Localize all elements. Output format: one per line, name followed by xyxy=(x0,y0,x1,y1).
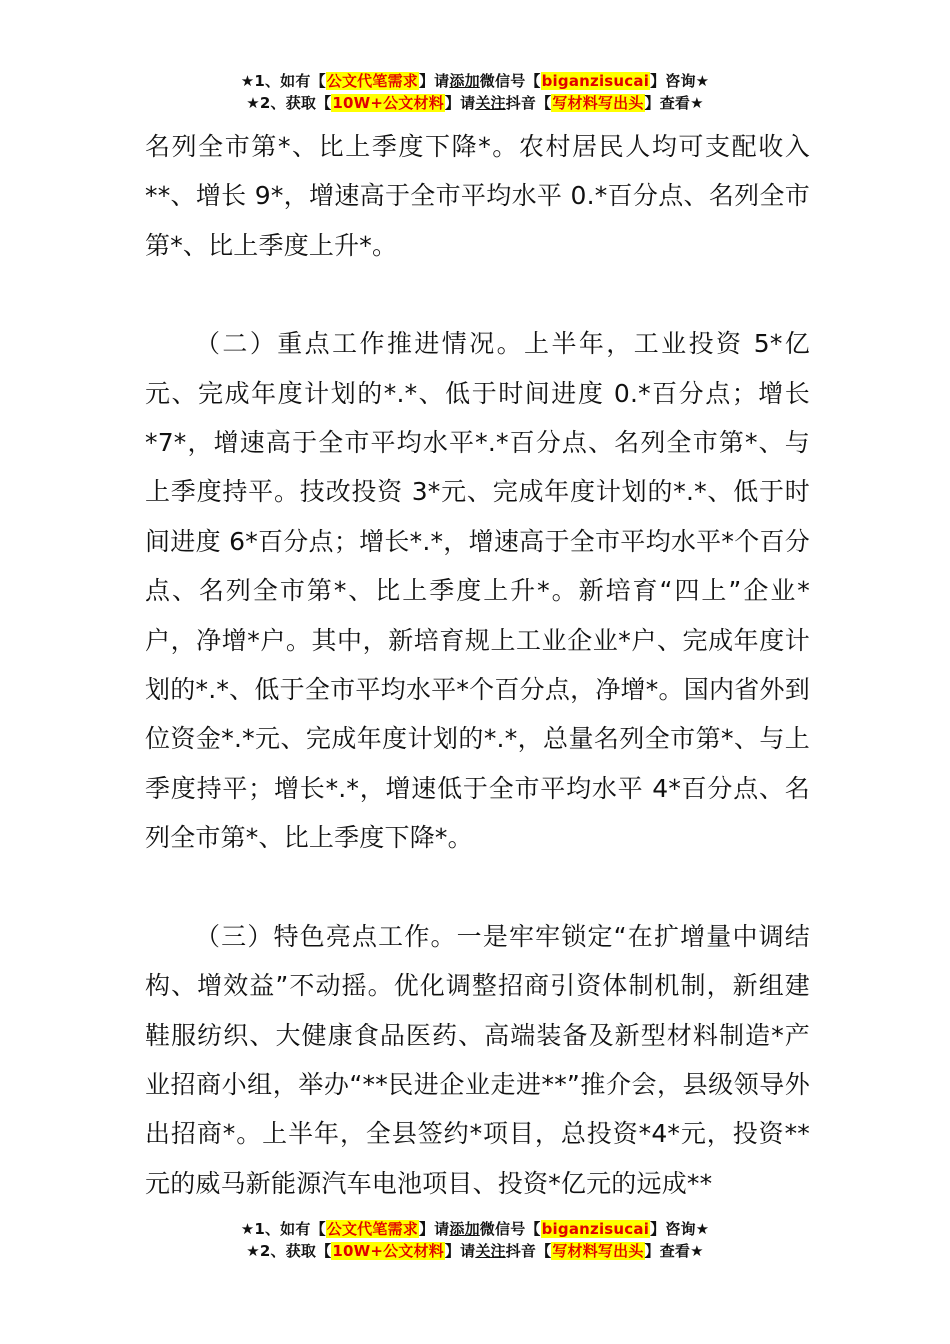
banner-text: ★1、如有【 xyxy=(240,72,326,90)
banner-highlight: 公文代笔需求 xyxy=(326,1220,418,1238)
paragraph-highlights: （三）特色亮点工作。一是牢牢锁定“在扩增量中调结构、增效益”不动摇。优化调整招商引资体制机制，新组建鞋服纺织、大健康食品医药、高端装备及新型材料制造*产业招商小组，举办“**民进企业走进**”推介会，县级领导外出招商*。上半年，全县签约*项目，总投资*4*元，投资**元的威马新能源汽车电池项目、投资*亿元的远成** xyxy=(145,921,810,1198)
banner-text: 微信号【 xyxy=(479,72,541,90)
banner-highlight: 写材料写出头 xyxy=(552,1242,644,1260)
banner-text: ★2、获取【 xyxy=(246,1242,332,1260)
banner-text: ★1、如有【 xyxy=(240,1220,326,1238)
banner-line-1 xyxy=(0,1218,950,1240)
banner-highlight: biganzisucai xyxy=(541,1220,650,1238)
banner-highlight: biganzisucai xyxy=(541,72,650,90)
banner-line-1 xyxy=(0,70,950,92)
banner-underlined-text: 添加 xyxy=(449,1220,480,1238)
banner-text: 】查看★ xyxy=(644,94,704,112)
banner-text: 】请 xyxy=(444,1242,476,1260)
banner-highlight: 公文代笔需求 xyxy=(326,72,418,90)
paragraph-key-work: （二）重点工作推进情况。上半年，工业投资 5*亿元、完成年度计划的*.*、低于时间进度 0.*百分点；增长*7*，增速高于全市平均水平*.*百分点、名列全市第*、与上季度持平。技改投资 3*元、完成年度计划的*.*、低于时间进度 6*百分点；增长*.*，增速高于全市平均水平*个百分点、名列全市第*、比上季度上升*。新培育“四上”企业*户，净增*户。其中，新培育规上工业企业*户、完成年度计划的*.*、低于全市平均水平*个百分点，净增*。国内省外到位资金*.*元、完成年度计划的*.*，总量名列全市第*、与上季度持平；增长*.*，增速低于全市平均水平 4*百分点、名列全市第*、比上季度下降*。 xyxy=(145,329,810,853)
banner-text: 】查看★ xyxy=(644,1242,704,1260)
banner-text: 抖音【 xyxy=(505,1242,552,1260)
banner-text: 】请 xyxy=(418,1220,450,1238)
footer-banner xyxy=(0,1218,950,1262)
document-body xyxy=(145,122,810,1208)
banner-line-2 xyxy=(0,1240,950,1262)
paragraph-income: 名列全市第*、比上季度下降*。农村居民人均可支配收入**、增长 9*，增速高于全市平均水平 0.*百分点、名列全市第*、比上季度上升*。 xyxy=(145,132,810,260)
banner-highlight: 10W+公文材料 xyxy=(332,94,444,112)
banner-text: ★2、获取【 xyxy=(246,94,332,112)
banner-underlined-text: 添加 xyxy=(449,72,480,90)
banner-text: 微信号【 xyxy=(479,1220,541,1238)
banner-line-2 xyxy=(0,92,950,114)
header-banner xyxy=(0,70,950,114)
banner-text: 】咨询★ xyxy=(650,1220,710,1238)
banner-text: 】请 xyxy=(444,94,476,112)
banner-underlined-text: 关注 xyxy=(475,94,506,112)
banner-text: 】请 xyxy=(418,72,450,90)
banner-text: 抖音【 xyxy=(505,94,552,112)
paragraph-gap xyxy=(145,863,810,912)
banner-text: 】咨询★ xyxy=(650,72,710,90)
banner-underlined-text: 关注 xyxy=(475,1242,506,1260)
banner-highlight: 写材料写出头 xyxy=(552,94,644,112)
banner-highlight: 10W+公文材料 xyxy=(332,1242,444,1260)
paragraph-gap xyxy=(145,270,810,319)
